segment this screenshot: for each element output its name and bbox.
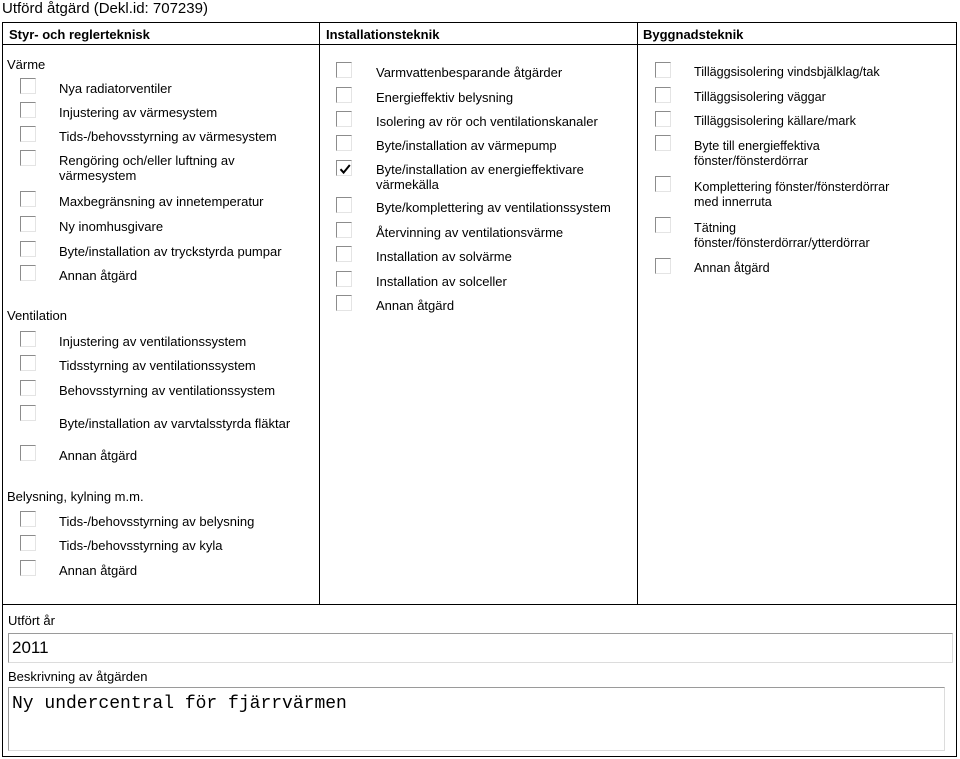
checkbox-belysning-annan-atgard[interactable] bbox=[20, 560, 36, 576]
item-label: Isolering av rör och ventilationskanaler bbox=[376, 114, 598, 129]
item-label: Tids-/behovsstyrning av belysning bbox=[59, 514, 255, 529]
item-label: Tids-/behovsstyrning av kyla bbox=[59, 538, 223, 553]
item-label: Installation av solvärme bbox=[376, 249, 512, 264]
checkbox-varmvattenbesparande[interactable] bbox=[336, 62, 352, 78]
checkbox-kallare-mark[interactable] bbox=[655, 111, 671, 127]
section-label-belysning: Belysning, kylning m.m. bbox=[7, 489, 144, 504]
beskrivning-label: Beskrivning av åtgärden bbox=[8, 669, 148, 684]
item-label bbox=[694, 221, 870, 251]
bottom-section-divider bbox=[2, 604, 957, 605]
checkbox-varvtalsstyrda-flaktar[interactable] bbox=[20, 405, 36, 421]
header-divider bbox=[2, 44, 957, 45]
item-label: Byte/installation av tryckstyrda pumpar bbox=[59, 244, 282, 259]
utfort-ar-label: Utfört år bbox=[8, 613, 55, 628]
checkbox-energieffektivare-varmekalla[interactable] bbox=[336, 160, 352, 176]
utfort-ar-field[interactable]: 2011 bbox=[8, 633, 953, 663]
checkbox-maxbegransning[interactable] bbox=[20, 191, 36, 207]
item-label: Annan åtgärd bbox=[59, 563, 138, 578]
item-label bbox=[694, 139, 820, 169]
checkbox-solvarme[interactable] bbox=[336, 246, 352, 262]
checkbox-nya-radiatorventiler[interactable] bbox=[20, 78, 36, 94]
item-label: Annan åtgärd bbox=[59, 448, 138, 463]
checkbox-tatning[interactable] bbox=[655, 217, 671, 233]
item-label: Tilläggsisolering väggar bbox=[694, 90, 826, 104]
checkbox-tryckstyrda-pumpar[interactable] bbox=[20, 241, 36, 257]
item-label-line1: Tätning bbox=[694, 221, 737, 235]
item-label: Annan åtgärd bbox=[376, 298, 455, 313]
section-label-ventilation: Ventilation bbox=[7, 308, 67, 323]
item-label-line2: fönster/fönsterdörrar bbox=[694, 154, 809, 168]
checkbox-varme-annan-atgard[interactable] bbox=[20, 265, 36, 281]
checkbox-aterv-ventilationsvarme[interactable] bbox=[336, 222, 352, 238]
checkbox-behovsstyrning-ventilation[interactable] bbox=[20, 380, 36, 396]
item-label: Injustering av värmesystem bbox=[59, 105, 218, 120]
column-divider-1 bbox=[319, 22, 320, 604]
item-label bbox=[694, 180, 889, 210]
column-header-installation: Installationsteknik bbox=[326, 27, 440, 42]
item-label: Byte/installation av varvtalsstyrda fläktar bbox=[59, 416, 291, 431]
item-label: Annan åtgärd bbox=[694, 261, 770, 275]
section-label-varme: Värme bbox=[7, 57, 46, 72]
column-divider-2 bbox=[637, 22, 638, 604]
checkbox-bygg-annan-atgard[interactable] bbox=[655, 258, 671, 274]
item-label: Byte/komplettering av ventilationssystem bbox=[376, 200, 611, 215]
item-label: Återvinning av ventilationsvärme bbox=[376, 225, 564, 240]
item-label: Tids-/behovsstyrning av värmesystem bbox=[59, 129, 277, 144]
checkbox-injustering-ventilation[interactable] bbox=[20, 331, 36, 347]
item-label: Annan åtgärd bbox=[59, 268, 138, 283]
checkbox-injustering-varmesystem[interactable] bbox=[20, 102, 36, 118]
page-title: Utförd åtgärd (Dekl.id: 707239) bbox=[2, 0, 208, 17]
item-label-line1: Byte till energieffektiva bbox=[694, 139, 820, 153]
item-label: Tilläggsisolering källare/mark bbox=[694, 114, 856, 128]
checkbox-tids-behovsstyrning-varmesystem[interactable] bbox=[20, 126, 36, 142]
item-label-line2: med innerruta bbox=[694, 195, 772, 209]
item-label: Nya radiatorventiler bbox=[59, 81, 172, 96]
item-label: Tilläggsisolering vindsbjälklag/tak bbox=[694, 65, 880, 79]
checkbox-komplettering-innerruta[interactable] bbox=[655, 176, 671, 192]
beskrivning-field[interactable]: Ny undercentral för fjärrvärmen bbox=[8, 687, 945, 751]
item-label: Behovsstyrning av ventilationssystem bbox=[59, 383, 276, 398]
item-label: Byte/installation av värmepump bbox=[376, 138, 557, 153]
item-label: Maxbegränsning av innetemperatur bbox=[59, 194, 264, 209]
item-label-line1: Komplettering fönster/fönsterdörrar bbox=[694, 180, 890, 194]
item-label: Injustering av ventilationssystem bbox=[59, 334, 247, 349]
checkbox-isolering-ror[interactable] bbox=[336, 111, 352, 127]
item-label: Energieffektiv belysning bbox=[376, 90, 514, 105]
item-label-line2: värmesystem bbox=[59, 168, 137, 183]
checkbox-energieffektiv-belysning[interactable] bbox=[336, 87, 352, 103]
checkbox-tidsstyrning-ventilation[interactable] bbox=[20, 355, 36, 371]
checkbox-ny-inomhusgivare[interactable] bbox=[20, 216, 36, 232]
checkbox-energieffektiva-fonster[interactable] bbox=[655, 135, 671, 151]
item-label bbox=[376, 162, 584, 192]
item-label: Varmvattenbesparande åtgärder bbox=[376, 65, 563, 80]
item-label-line2: fönster/fönsterdörrar/ytterdörrar bbox=[694, 236, 870, 250]
column-header-bygg: Byggnadsteknik bbox=[643, 27, 744, 42]
checkbox-ventilation-annan-atgard[interactable] bbox=[20, 445, 36, 461]
checkbox-vindsbjalklag[interactable] bbox=[655, 62, 671, 78]
checkbox-vaggar[interactable] bbox=[655, 87, 671, 103]
checkbox-installation-annan-atgard[interactable] bbox=[336, 295, 352, 311]
checkmark-icon bbox=[339, 163, 351, 175]
checkbox-ventilationssystem[interactable] bbox=[336, 197, 352, 213]
checkbox-rengoring-luftning[interactable] bbox=[20, 150, 36, 166]
item-label: Installation av solceller bbox=[376, 274, 507, 289]
column-header-styr: Styr- och reglerteknisk bbox=[9, 27, 150, 42]
item-label: Tidsstyrning av ventilationssystem bbox=[59, 358, 256, 373]
item-label bbox=[59, 153, 235, 183]
checkbox-varmepump[interactable] bbox=[336, 135, 352, 151]
item-label-line1: Rengöring och/eller luftning av bbox=[59, 153, 235, 168]
item-label-line2: värmekälla bbox=[376, 177, 439, 192]
checkbox-behovsstyrning-belysning[interactable] bbox=[20, 511, 36, 527]
checkbox-behovsstyrning-kyla[interactable] bbox=[20, 535, 36, 551]
checkbox-solceller[interactable] bbox=[336, 271, 352, 287]
item-label-line1: Byte/installation av energieffektivare bbox=[376, 162, 584, 177]
item-label: Ny inomhusgivare bbox=[59, 219, 164, 234]
